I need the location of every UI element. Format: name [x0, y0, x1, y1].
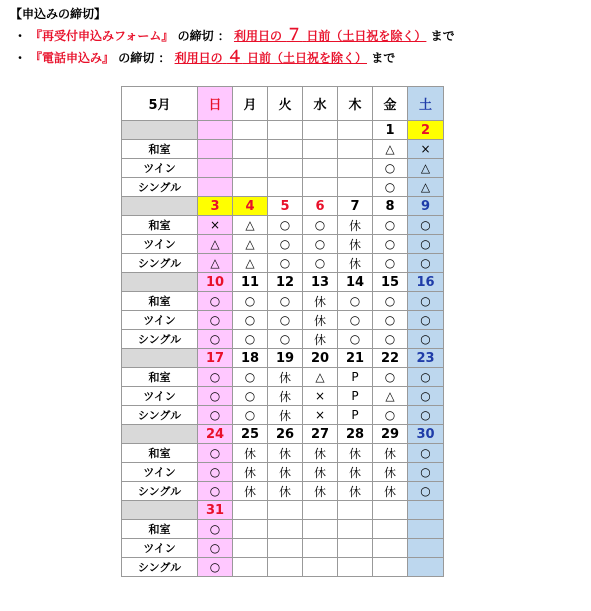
availability-cell: 休 — [303, 463, 338, 482]
availability-cell: 休 — [373, 444, 408, 463]
date-cell: 5 — [268, 197, 303, 216]
room-row — [122, 254, 444, 273]
date-row — [122, 349, 444, 368]
week-label-cell — [122, 501, 198, 520]
date-cell — [198, 121, 233, 140]
room-type-label: 和室 — [122, 140, 198, 159]
date-row — [122, 197, 444, 216]
availability-cell: ○ — [408, 463, 444, 482]
date-cell: 11 — [233, 273, 268, 292]
date-cell: 19 — [268, 349, 303, 368]
availability-cell: 休 — [233, 444, 268, 463]
availability-cell — [303, 178, 338, 197]
availability-calendar — [121, 86, 444, 577]
availability-cell: ○ — [408, 311, 444, 330]
availability-cell — [338, 539, 373, 558]
date-cell: 2 — [408, 121, 444, 140]
availability-cell: 休 — [233, 482, 268, 501]
date-cell — [303, 121, 338, 140]
availability-cell: ○ — [198, 330, 233, 349]
availability-cell — [233, 520, 268, 539]
availability-cell — [303, 558, 338, 577]
availability-cell: ○ — [408, 216, 444, 235]
availability-cell: 休 — [268, 444, 303, 463]
availability-cell: ○ — [268, 330, 303, 349]
weekday-label: 土 — [408, 87, 444, 121]
availability-cell: ○ — [408, 292, 444, 311]
availability-cell: ○ — [373, 216, 408, 235]
deadline-text — [233, 25, 427, 44]
availability-cell: 休 — [268, 368, 303, 387]
date-cell — [233, 501, 268, 520]
availability-cell — [233, 558, 268, 577]
weekday-label: 木 — [338, 87, 373, 121]
date-cell — [303, 501, 338, 520]
room-type-label: シングル — [122, 482, 198, 501]
availability-cell: 休 — [303, 292, 338, 311]
availability-cell: ○ — [408, 254, 444, 273]
availability-cell: △ — [233, 235, 268, 254]
weekday-label: 日 — [198, 87, 233, 121]
availability-cell: P — [338, 387, 373, 406]
availability-cell: ○ — [373, 178, 408, 197]
availability-cell — [198, 140, 233, 159]
availability-cell: ○ — [303, 235, 338, 254]
availability-cell: ○ — [373, 235, 408, 254]
availability-cell: ○ — [233, 311, 268, 330]
availability-cell — [338, 140, 373, 159]
room-type-label: 和室 — [122, 292, 198, 311]
room-row — [122, 368, 444, 387]
week-label-cell — [122, 197, 198, 216]
availability-cell: ○ — [268, 311, 303, 330]
room-type-label: シングル — [122, 406, 198, 425]
availability-cell: 休 — [303, 444, 338, 463]
week-label-cell — [122, 425, 198, 444]
date-cell — [408, 501, 444, 520]
date-cell — [338, 121, 373, 140]
date-cell: 27 — [303, 425, 338, 444]
availability-cell — [338, 520, 373, 539]
availability-cell: ○ — [198, 520, 233, 539]
deadline-text — [174, 47, 367, 66]
date-cell — [268, 501, 303, 520]
date-cell — [373, 501, 408, 520]
availability-cell: ○ — [198, 463, 233, 482]
room-row — [122, 311, 444, 330]
availability-cell: ○ — [408, 235, 444, 254]
room-row — [122, 520, 444, 539]
availability-cell: 休 — [268, 463, 303, 482]
availability-cell: 休 — [268, 482, 303, 501]
availability-cell: ○ — [408, 482, 444, 501]
room-type-label: ツイン — [122, 159, 198, 178]
availability-cell — [198, 178, 233, 197]
room-type-label: シングル — [122, 330, 198, 349]
availability-cell: 休 — [303, 330, 338, 349]
weekday-label: 火 — [268, 87, 303, 121]
weekday-label: 月 — [233, 87, 268, 121]
availability-cell: ○ — [303, 216, 338, 235]
availability-cell: ○ — [198, 539, 233, 558]
date-cell: 24 — [198, 425, 233, 444]
availability-cell — [268, 140, 303, 159]
availability-cell: ○ — [373, 406, 408, 425]
availability-cell: △ — [233, 254, 268, 273]
availability-cell — [233, 178, 268, 197]
availability-cell: ○ — [268, 216, 303, 235]
availability-cell: ○ — [338, 311, 373, 330]
availability-cell: 休 — [233, 463, 268, 482]
availability-cell: ○ — [408, 368, 444, 387]
availability-cell: × — [408, 140, 444, 159]
deadline-note-form — [10, 24, 585, 46]
date-cell: 22 — [373, 349, 408, 368]
date-cell — [338, 501, 373, 520]
deadline-suffix: 日前（土日祝を除く） — [306, 29, 427, 43]
availability-cell: 休 — [338, 482, 373, 501]
availability-cell — [338, 558, 373, 577]
date-cell: 9 — [408, 197, 444, 216]
availability-cell: ○ — [338, 292, 373, 311]
weekday-label: 水 — [303, 87, 338, 121]
availability-cell: 休 — [268, 387, 303, 406]
week-label-cell — [122, 121, 198, 140]
availability-cell — [303, 140, 338, 159]
room-row — [122, 482, 444, 501]
availability-cell: △ — [373, 140, 408, 159]
availability-cell: ○ — [303, 254, 338, 273]
room-row — [122, 387, 444, 406]
availability-cell: ○ — [338, 330, 373, 349]
deadline-header — [10, 4, 585, 68]
availability-cell: P — [338, 368, 373, 387]
availability-cell: △ — [408, 159, 444, 178]
deadline-prefix: 利用日の — [174, 51, 223, 65]
room-row — [122, 216, 444, 235]
availability-cell: 休 — [373, 482, 408, 501]
date-cell: 20 — [303, 349, 338, 368]
availability-cell — [268, 558, 303, 577]
availability-cell — [408, 539, 444, 558]
room-row — [122, 159, 444, 178]
date-cell: 1 — [373, 121, 408, 140]
availability-cell: ○ — [233, 330, 268, 349]
availability-cell — [408, 558, 444, 577]
availability-cell: 休 — [268, 406, 303, 425]
availability-cell: ○ — [408, 387, 444, 406]
deadline-end: まで — [371, 51, 396, 65]
availability-cell — [268, 520, 303, 539]
room-type-label: ツイン — [122, 539, 198, 558]
availability-cell: ○ — [198, 558, 233, 577]
deadline-days: ７ — [286, 25, 303, 44]
date-cell: 15 — [373, 273, 408, 292]
deadline-label: の締切 ： — [177, 29, 230, 43]
deadline-days: ４ — [226, 47, 243, 66]
availability-cell: ○ — [198, 292, 233, 311]
form-name: 『再受付申込みフォーム』 — [30, 29, 174, 43]
date-row — [122, 273, 444, 292]
availability-cell — [268, 539, 303, 558]
availability-cell — [373, 558, 408, 577]
date-cell: 25 — [233, 425, 268, 444]
availability-cell — [338, 159, 373, 178]
date-cell: 29 — [373, 425, 408, 444]
date-cell: 13 — [303, 273, 338, 292]
room-row — [122, 140, 444, 159]
date-cell: 14 — [338, 273, 373, 292]
date-cell: 31 — [198, 501, 233, 520]
availability-cell: P — [338, 406, 373, 425]
availability-cell: ○ — [268, 254, 303, 273]
bullet: ・ — [13, 29, 26, 43]
availability-cell — [233, 539, 268, 558]
availability-cell — [338, 178, 373, 197]
date-cell: 10 — [198, 273, 233, 292]
room-type-label: ツイン — [122, 311, 198, 330]
availability-cell: ○ — [233, 406, 268, 425]
availability-cell: ○ — [408, 330, 444, 349]
availability-cell — [233, 159, 268, 178]
deadline-suffix: 日前（土日祝を除く） — [246, 51, 367, 65]
availability-cell: ○ — [373, 330, 408, 349]
room-type-label: 和室 — [122, 520, 198, 539]
room-row — [122, 463, 444, 482]
availability-cell — [268, 178, 303, 197]
room-type-label: ツイン — [122, 387, 198, 406]
availability-cell: ○ — [408, 406, 444, 425]
availability-cell: △ — [233, 216, 268, 235]
date-cell: 18 — [233, 349, 268, 368]
availability-cell — [233, 140, 268, 159]
availability-cell: ○ — [373, 368, 408, 387]
date-row — [122, 425, 444, 444]
room-type-label: 和室 — [122, 444, 198, 463]
availability-cell: × — [198, 216, 233, 235]
date-cell: 28 — [338, 425, 373, 444]
availability-cell — [408, 520, 444, 539]
date-cell: 3 — [198, 197, 233, 216]
date-cell: 21 — [338, 349, 373, 368]
availability-cell: △ — [198, 254, 233, 273]
date-cell: 8 — [373, 197, 408, 216]
availability-cell: ○ — [373, 311, 408, 330]
deadline-prefix: 利用日の — [233, 29, 282, 43]
availability-cell — [198, 159, 233, 178]
availability-cell: ○ — [233, 292, 268, 311]
date-cell: 30 — [408, 425, 444, 444]
availability-cell — [268, 159, 303, 178]
room-type-label: シングル — [122, 178, 198, 197]
availability-cell — [303, 159, 338, 178]
room-row — [122, 330, 444, 349]
availability-cell: ○ — [233, 368, 268, 387]
availability-cell: ○ — [408, 444, 444, 463]
availability-cell: △ — [373, 387, 408, 406]
availability-cell — [373, 539, 408, 558]
availability-cell — [303, 520, 338, 539]
room-row — [122, 558, 444, 577]
availability-cell: ○ — [373, 292, 408, 311]
room-type-label: 和室 — [122, 216, 198, 235]
form-name: 『電話申込み』 — [30, 51, 115, 65]
date-cell: 26 — [268, 425, 303, 444]
room-row — [122, 539, 444, 558]
room-row — [122, 292, 444, 311]
date-cell: 7 — [338, 197, 373, 216]
room-type-label: シングル — [122, 558, 198, 577]
availability-cell: 休 — [338, 444, 373, 463]
deadline-end: まで — [430, 29, 455, 43]
availability-cell: 休 — [303, 482, 338, 501]
availability-cell: ○ — [198, 368, 233, 387]
availability-cell: ○ — [268, 235, 303, 254]
availability-cell: × — [303, 406, 338, 425]
availability-cell: ○ — [198, 311, 233, 330]
date-cell: 12 — [268, 273, 303, 292]
date-row — [122, 121, 444, 140]
availability-cell: ○ — [198, 444, 233, 463]
availability-cell: ○ — [268, 292, 303, 311]
availability-cell: △ — [408, 178, 444, 197]
availability-cell: ○ — [373, 159, 408, 178]
room-type-label: 和室 — [122, 368, 198, 387]
date-cell: 6 — [303, 197, 338, 216]
availability-cell: △ — [303, 368, 338, 387]
room-row — [122, 235, 444, 254]
date-cell: 4 — [233, 197, 268, 216]
availability-cell: × — [303, 387, 338, 406]
date-cell: 23 — [408, 349, 444, 368]
availability-cell — [373, 520, 408, 539]
date-cell: 16 — [408, 273, 444, 292]
deadline-label: の締切 ： — [118, 51, 171, 65]
availability-cell: ○ — [233, 387, 268, 406]
availability-cell: ○ — [198, 406, 233, 425]
month-label: 5月 — [122, 87, 198, 121]
room-type-label: ツイン — [122, 463, 198, 482]
availability-cell: 休 — [338, 463, 373, 482]
bullet: ・ — [13, 51, 26, 65]
availability-cell: 休 — [373, 463, 408, 482]
availability-cell — [303, 539, 338, 558]
availability-cell: △ — [198, 235, 233, 254]
availability-cell: 休 — [303, 311, 338, 330]
week-label-cell — [122, 273, 198, 292]
availability-cell: ○ — [198, 387, 233, 406]
availability-cell: 休 — [338, 216, 373, 235]
weekday-header-row — [122, 87, 444, 121]
room-row — [122, 444, 444, 463]
date-row — [122, 501, 444, 520]
availability-cell: 休 — [338, 235, 373, 254]
availability-cell: ○ — [373, 254, 408, 273]
week-label-cell — [122, 349, 198, 368]
weekday-label: 金 — [373, 87, 408, 121]
room-row — [122, 406, 444, 425]
room-type-label: シングル — [122, 254, 198, 273]
date-cell — [268, 121, 303, 140]
room-row — [122, 178, 444, 197]
date-cell: 17 — [198, 349, 233, 368]
section-heading: 【申込みの締切】 — [10, 7, 107, 21]
date-cell — [233, 121, 268, 140]
availability-cell: 休 — [338, 254, 373, 273]
room-type-label: ツイン — [122, 235, 198, 254]
availability-cell: ○ — [198, 482, 233, 501]
deadline-note-phone — [10, 46, 585, 68]
